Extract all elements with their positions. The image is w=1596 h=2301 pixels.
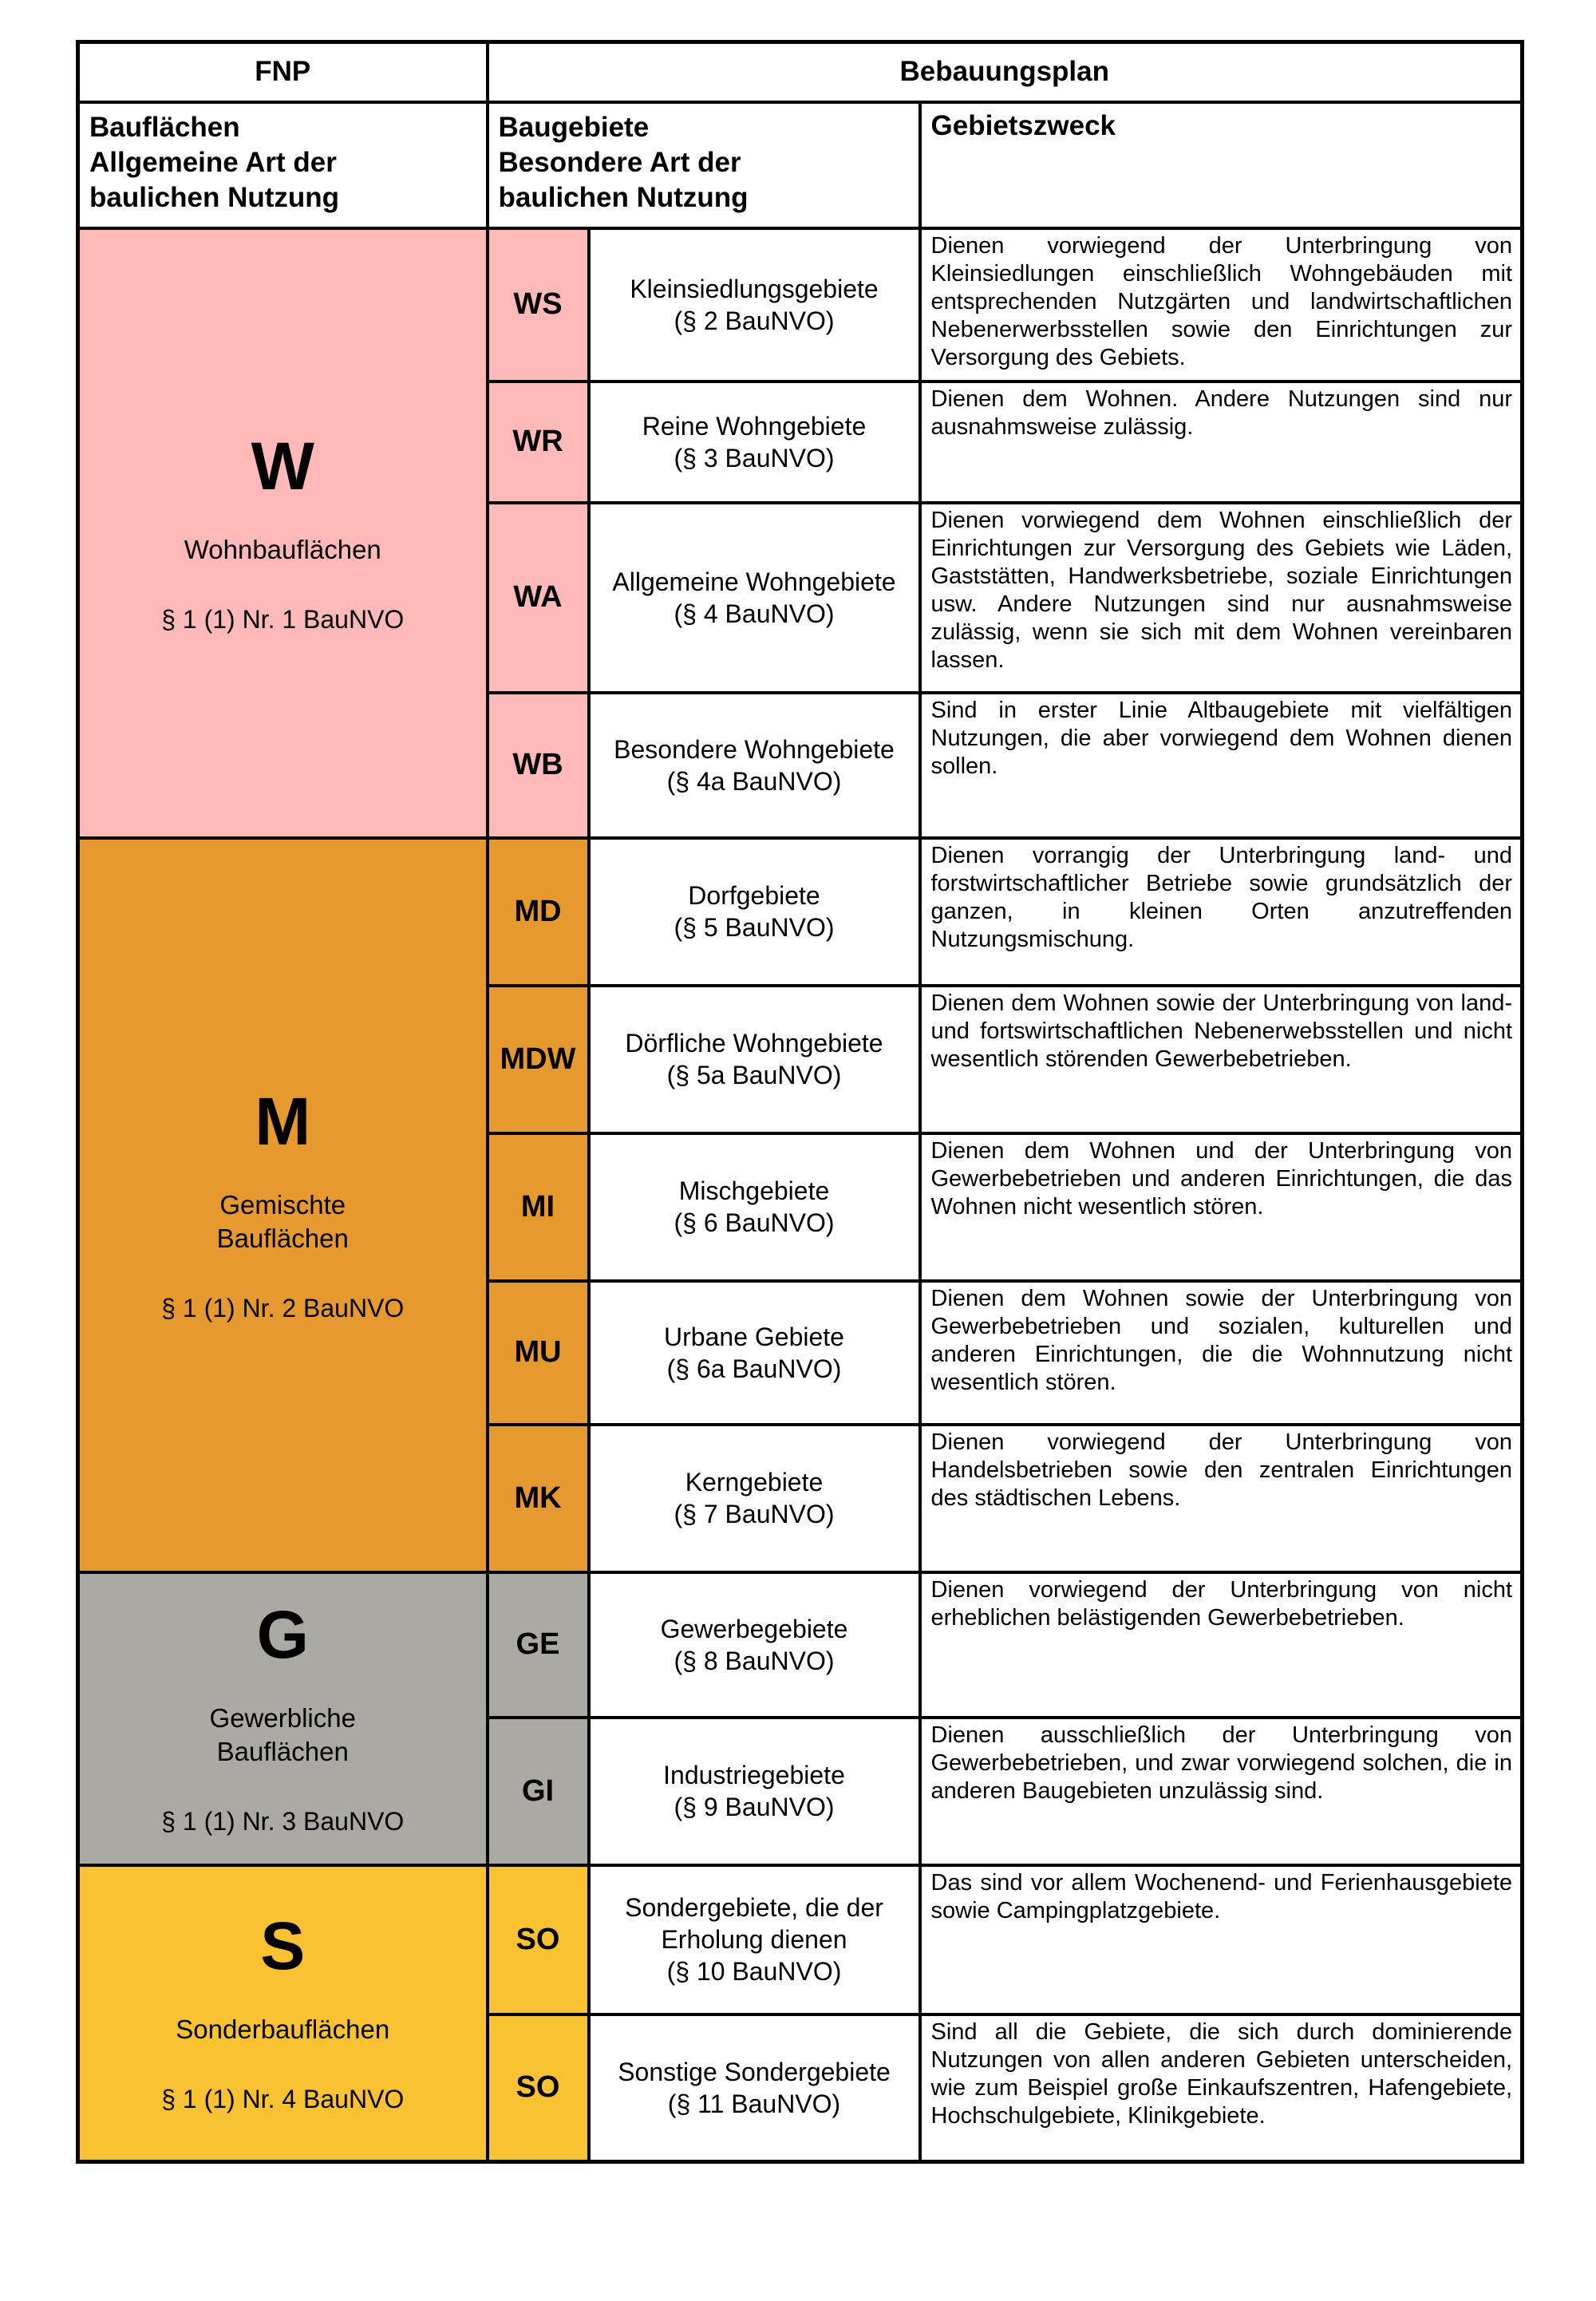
name-cell-wb [589, 693, 920, 838]
name-cell-mi [589, 1133, 920, 1281]
group-title-s: Sonderbauflächen [176, 2014, 390, 2045]
area-name: Sondergebiete, die der Erholung dienen [625, 1893, 883, 1954]
zweck-cell-mi: Dienen dem Wohnen und der Unterbringung von Gewerbebetrieben und anderen Einrichtungen, die das Wohnen nicht wesentlich stören. [920, 1133, 1523, 1281]
bauflaechen-column-header [78, 102, 488, 228]
area-ref: (§ 6a BauNVO) [666, 1354, 842, 1383]
name-cell-mk [589, 1425, 920, 1572]
abbr-cell-md: MD [488, 838, 589, 986]
bauflaechen-header-line2: Allgemeine Art der baulichen Nutzung [89, 146, 340, 213]
table-row-ws [78, 228, 1523, 382]
zweck-cell-mdw: Dienen dem Wohnen sowie der Unterbringung von land- und fortswirtschaftlichen Nebenerwebsstellen und nicht wesentlich störenden Gewerbebetrieben. [920, 986, 1523, 1133]
abbr-cell-wb: WB [488, 693, 589, 838]
abbr-cell-ge: GE [488, 1572, 589, 1718]
zoning-table [76, 40, 1524, 2164]
area-ref: (§ 8 BauNVO) [674, 1646, 835, 1675]
area-ref: (§ 3 BauNVO) [674, 443, 835, 472]
name-cell-wr [589, 382, 920, 503]
name-cell-so2 [589, 2014, 920, 2162]
area-name: Industriegebiete [663, 1761, 845, 1789]
abbr-cell-mdw: MDW [488, 986, 589, 1133]
area-ref: (§ 4a BauNVO) [666, 766, 842, 796]
area-name: Kerngebiete [685, 1468, 824, 1496]
zweck-cell-so2: Sind all die Gebiete, die sich durch dominierende Nutzungen von allen anderen Gebieten unterscheiden, wie zum Beispiel große Einkaufszentren, Hafengebiete, Hochschulgebiete, Klinikgebiete. [920, 2014, 1523, 2162]
group-letter-g: G [256, 1597, 309, 1672]
area-ref: (§ 9 BauNVO) [674, 1793, 835, 1821]
baugebiete-header-line2: Besondere Art der baulichen Nutzung [498, 146, 749, 213]
area-name: Gewerbegebiete [660, 1614, 848, 1643]
area-name: Allgemeine Wohngebiete [612, 567, 896, 596]
zweck-cell-mu: Dienen dem Wohnen sowie der Unterbringung von Gewerbebetrieben und sozialen, kulturellen und anderen Einrichtungen, die die Wohnnutzung nicht wesentlich stören. [920, 1281, 1523, 1425]
area-ref: (§ 11 BauNVO) [667, 2089, 841, 2118]
area-ref: (§ 4 BauNVO) [674, 599, 835, 628]
bauflaechen-header-line1: Bauflächen [89, 111, 240, 143]
abbr-cell-wa: WA [488, 503, 589, 693]
group-cell-g [78, 1572, 488, 1865]
group-cell-s [78, 1865, 488, 2162]
name-cell-wa [589, 503, 920, 693]
zweck-cell-ws: Dienen vorwiegend der Unterbringung von Kleinsiedlungen einschließlich Wohngebäuden mit entsprechenden Nutzgärten und landwirtschaftlichen Nebenerwerbsstellen sowie den Einrichtungen zur Versorgung des Gebiets. [920, 228, 1523, 382]
group-ref-s: § 1 (1) Nr. 4 BauNVO [161, 2085, 405, 2114]
name-cell-md [589, 838, 920, 986]
group-title-w: Wohnbauflächen [184, 534, 381, 564]
name-cell-gi [589, 1718, 920, 1865]
zweck-cell-mk: Dienen vorwiegend der Unterbringung von Handelsbetrieben sowie den zentralen Einrichtungen des städtischen Lebens. [920, 1425, 1523, 1572]
zweck-cell-md: Dienen vorrangig der Unterbringung land- und forstwirtschaftlicher Betriebe sowie grundsätzlich der ganzen, in kleinen Orten anzutreffenden Nutzungsmischung. [920, 838, 1523, 986]
table-row-so1 [78, 1865, 1523, 2014]
zweck-cell-wb: Sind in erster Linie Altbaugebiete mit vielfältigen Nutzungen, die aber vorwiegend dem Wohnen dienen sollen. [920, 693, 1523, 838]
group-title-m: Gemischte Bauflächen [216, 1189, 349, 1253]
baugebiete-header-line1: Baugebiete [498, 111, 650, 143]
abbr-cell-mu: MU [488, 1281, 589, 1425]
zweck-cell-wa: Dienen vorwiegend dem Wohnen einschließlich der Einrichtungen zur Versorgung des Gebiets wie Läden, Gaststätten, Handwerksbetriebe, soziale Einrichtungen usw. Andere Nutzungen sind nur ausnahmsweise zulässig, wenn sie sich mit dem Wohnen vereinbaren lassen. [920, 503, 1523, 693]
group-title-g: Gewerbliche Bauflächen [209, 1703, 356, 1766]
abbr-cell-mi: MI [488, 1133, 589, 1281]
abbr-cell-ws: WS [488, 228, 589, 382]
table-row-ge [78, 1572, 1523, 1718]
gebietszweck-column-header: Gebietszweck [920, 102, 1523, 228]
area-name: Mischgebiete [678, 1176, 830, 1205]
area-name: Kleinsiedlungsgebiete [630, 274, 879, 303]
name-cell-ws [589, 228, 920, 382]
area-ref: (§ 2 BauNVO) [674, 306, 835, 335]
table-row-md [78, 838, 1523, 986]
bebauungsplan-header: Bebauungsplan [488, 42, 1523, 102]
group-cell-m [78, 838, 488, 1572]
area-ref: (§ 5a BauNVO) [666, 1061, 842, 1089]
group-ref-m: § 1 (1) Nr. 2 BauNVO [161, 1293, 405, 1322]
zweck-cell-ge: Dienen vorwiegend der Unterbringung von nicht erheblichen belästigenden Gewerbebetrieben. [920, 1572, 1523, 1718]
area-name: Besondere Wohngebiete [614, 734, 895, 764]
zweck-cell-gi: Dienen ausschließlich der Unterbringung von Gewerbebetrieben, und zwar vorwiegend solchen, die in anderen Baugebieten unzulässig sind. [920, 1718, 1523, 1865]
header-row-plans [78, 42, 1523, 102]
group-ref-g: § 1 (1) Nr. 3 BauNVO [161, 1807, 405, 1836]
header-row-columns [78, 102, 1523, 228]
fnp-header: FNP [78, 42, 488, 102]
name-cell-mdw [589, 986, 920, 1133]
group-letter-w: W [251, 428, 314, 504]
group-ref-w: § 1 (1) Nr. 1 BauNVO [161, 604, 405, 634]
zweck-cell-so1: Das sind vor allem Wochenend- und Ferienhausgebiete sowie Campingplatzgebiete. [920, 1865, 1523, 2014]
area-name: Dörfliche Wohngebiete [625, 1029, 883, 1058]
abbr-cell-mk: MK [488, 1425, 589, 1572]
area-name: Sonstige Sondergebiete [618, 2057, 891, 2086]
area-name: Urbane Gebiete [664, 1322, 844, 1351]
abbr-cell-gi: GI [488, 1718, 589, 1865]
group-letter-m: M [255, 1083, 311, 1159]
zweck-cell-wr: Dienen dem Wohnen. Andere Nutzungen sind nur ausnahmsweise zulässig. [920, 382, 1523, 503]
name-cell-ge [589, 1572, 920, 1718]
area-ref: (§ 7 BauNVO) [674, 1500, 835, 1528]
baugebiete-column-header [488, 102, 920, 228]
area-name: Reine Wohngebiete [642, 411, 867, 441]
group-letter-s: S [260, 1908, 306, 1984]
area-name: Dorfgebiete [688, 881, 820, 910]
area-ref: (§ 10 BauNVO) [666, 1957, 842, 1986]
name-cell-so1 [589, 1865, 920, 2014]
abbr-cell-wr: WR [488, 382, 589, 503]
abbr-cell-so1: SO [488, 1865, 589, 2014]
area-ref: (§ 6 BauNVO) [674, 1208, 835, 1237]
area-ref: (§ 5 BauNVO) [674, 913, 835, 942]
abbr-cell-so2: SO [488, 2014, 589, 2162]
name-cell-mu [589, 1281, 920, 1425]
group-cell-w [78, 228, 488, 838]
